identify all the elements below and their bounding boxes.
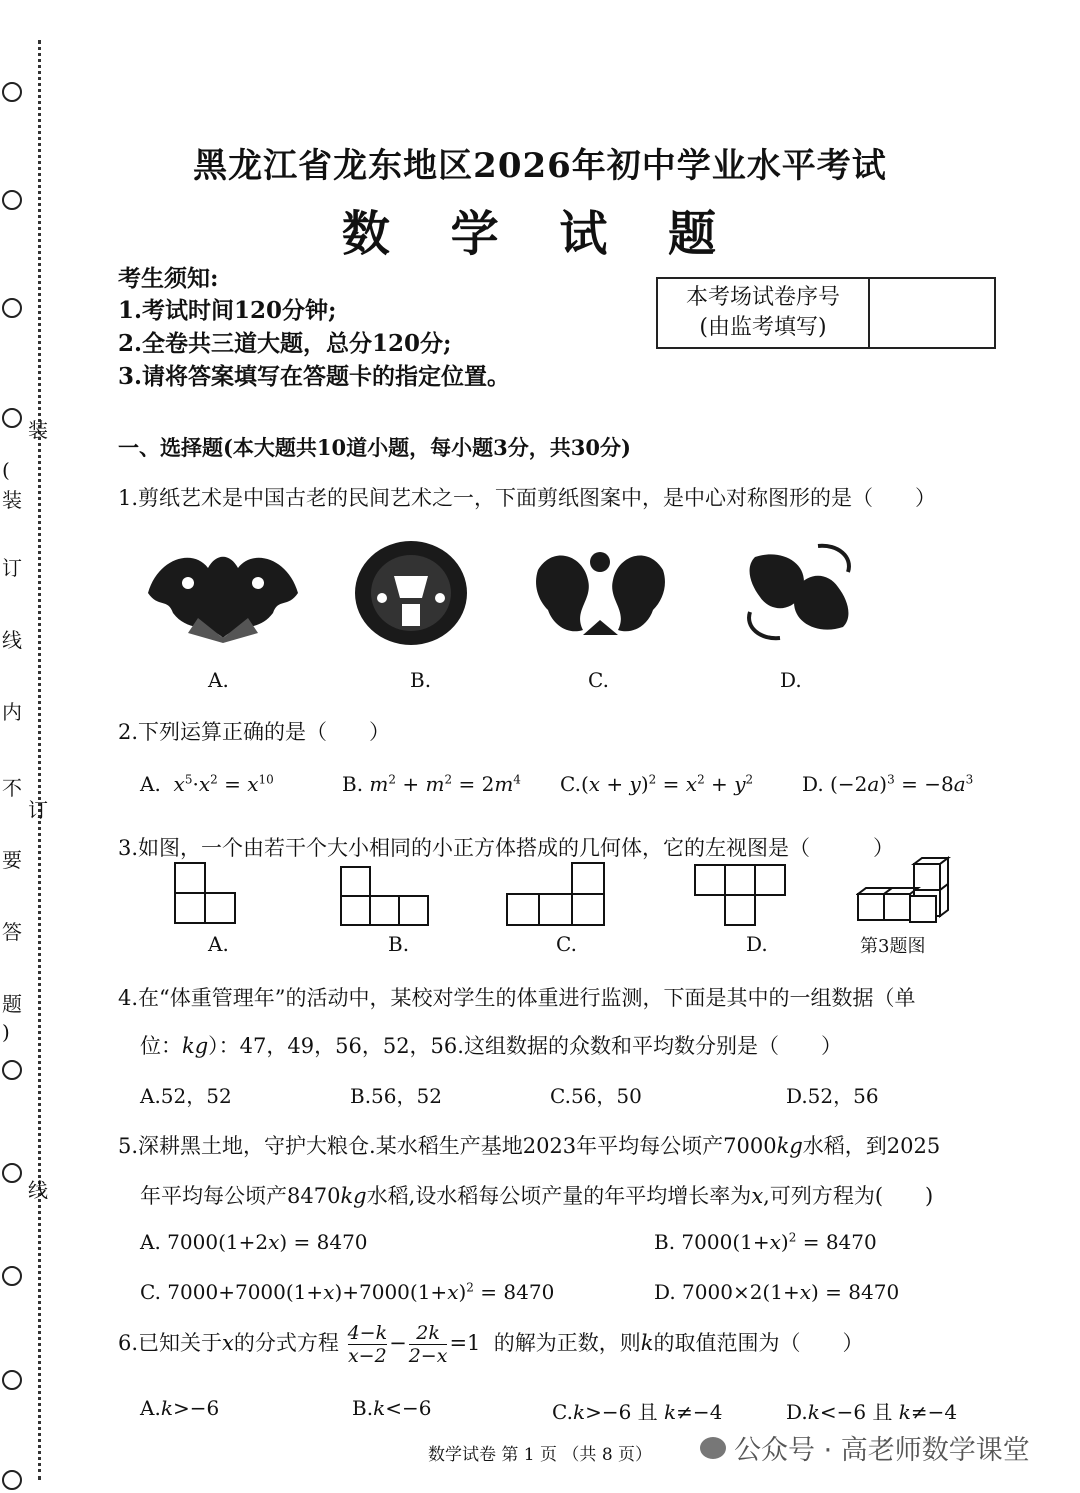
q5-option-b[interactable]: B. $7000(1+x)^2 = 8470$ (654, 1230, 877, 1254)
q3-view-c-figure (506, 862, 606, 926)
q2-option-b[interactable]: B. $m^2 + m^2 = 2m^4$ (342, 772, 521, 796)
margin-char: 订 (2, 556, 22, 580)
binding-hole (2, 1163, 22, 1183)
question-5-stem-line1: 5.深耕黑土地，守护大粮仓.某水稻生产基地2023年平均每公顷产7000kg水稻，到2025 (118, 1134, 941, 1158)
question-5-stem-line2: 年平均每公顷产8470kg水稻,设水稻每公顷产量的年平均增长率为x,可列方程为( ) (140, 1184, 934, 1208)
binding-hole (2, 1060, 22, 1080)
margin-char: ( (2, 458, 10, 482)
q3-view-a-figure (174, 862, 238, 924)
margin-char: 装 (2, 488, 22, 512)
q3-view-b-figure (340, 866, 432, 926)
page-footer: 数学试卷 第 1 页 （共 8 页） (428, 1445, 653, 1465)
margin-char: 装 (28, 418, 48, 442)
exam-subtitle: 数 学 试 题 (341, 206, 739, 262)
exam-title: 黑龙江省龙东地区2026年初中学业水平考试 (193, 146, 887, 186)
question-1-stem: 1.剪纸艺术是中国古老的民间艺术之一，下面剪纸图案中，是中心对称图形的是（ ） (118, 486, 937, 510)
q5-option-a[interactable]: A. 7000(1+2x) = 8470 (140, 1230, 368, 1254)
q4-option-c[interactable]: C.56，50 (550, 1084, 642, 1108)
q3-option-d-label[interactable]: D. (746, 932, 768, 956)
q4-option-d[interactable]: D.52，56 (786, 1084, 879, 1108)
question-4-stem-line2: 位：kg）：47，49，56，52，56.这组数据的众数和平均数分别是（ ） (140, 1034, 842, 1058)
notice-item: 3.请将答案填写在答题卡的指定位置。 (118, 363, 511, 390)
wechat-icon (700, 1437, 726, 1459)
q1-option-b-label[interactable]: B. (410, 668, 432, 692)
q4-option-a[interactable]: A.52，52 (140, 1084, 232, 1108)
binding-hole (2, 82, 22, 102)
papercut-b-image (352, 538, 470, 648)
binding-hole (2, 1266, 22, 1286)
question-6-stem: 6.已知关于x的分式方程 $\frac{4-k}{x-2}$ − $\frac{2k}{2-x}$ =1 的解为正数，则k的取值范围为（ ） (118, 1322, 864, 1367)
question-3-stem: 3.如图，一个由若干个大小相同的小正方体搭成的几何体，它的左视图是（ ） (118, 836, 895, 860)
q3-figure-caption: 第3题图 (860, 936, 926, 957)
section-heading: 一、选择题(本大题共10道小题，每小题3分，共30分) (118, 435, 631, 460)
binding-hole (2, 1470, 22, 1490)
question-2-stem: 2.下列运算正确的是（ ） (118, 720, 391, 744)
binding-hole (2, 1370, 22, 1390)
papercut-a-image (138, 538, 308, 643)
q5-option-d[interactable]: D. 7000×2(1+x) = 8470 (654, 1280, 900, 1304)
q3-option-a-label[interactable]: A. (208, 932, 229, 956)
question-4-stem-line1: 4.在“体重管理年”的活动中，某校对学生的体重进行监测，下面是其中的一组数据（单 (118, 986, 916, 1010)
margin-char: 要 (2, 848, 22, 872)
notice-heading: 考生须知: (118, 265, 219, 292)
q3-option-c-label[interactable]: C. (556, 932, 577, 956)
margin-char: 题 (2, 992, 22, 1016)
notice-item: 2.全卷共三道大题，总分120分; (118, 330, 452, 357)
serial-number-box (656, 277, 996, 349)
q2-option-c[interactable]: $C.(x + y)^2 = x^2 + y^2$ (560, 772, 754, 796)
fraction-2: $\frac{2k}{2-x}$ (408, 1322, 448, 1367)
q1-option-a-label[interactable]: A. (208, 668, 229, 692)
margin-char: 订 (28, 798, 48, 822)
q4-option-b[interactable]: B.56，52 (350, 1084, 442, 1108)
serial-blank-cell[interactable] (870, 279, 994, 347)
q6-option-a[interactable]: A.k>−6 (140, 1396, 220, 1420)
q6-option-b[interactable]: B.k<−6 (352, 1396, 432, 1420)
watermark: 公众号 · 高老师数学课堂 (700, 1428, 1030, 1467)
margin-char: 内 (2, 700, 22, 724)
binding-hole (2, 298, 22, 318)
notice-item: 1.考试时间120分钟; (118, 297, 337, 324)
margin-char: 答 (2, 920, 22, 944)
margin-char: 线 (28, 1178, 48, 1202)
q6-option-c[interactable]: C.k>−6 且 k≠−4 (552, 1400, 723, 1424)
q2-option-d[interactable]: D. $(-2a)^3 = -8a^3$ (802, 772, 974, 796)
serial-label: 本考场试卷序号 (由监考填写) (658, 279, 870, 347)
papercut-c-image (528, 540, 673, 645)
q2-option-a[interactable]: A. $x^5\cdot x^2 = x^{10}$ (140, 772, 274, 796)
binding-hole (2, 408, 22, 428)
papercut-d-image (740, 542, 858, 642)
q5-option-c[interactable]: C. $7000+7000(1+x)+7000(1+x)^2 = 8470$ (140, 1280, 555, 1304)
q1-option-d-label[interactable]: D. (780, 668, 802, 692)
fraction-1: $\frac{4-k}{x-2}$ (347, 1322, 388, 1367)
margin-char: 线 (2, 628, 22, 652)
margin-char: 不 (2, 776, 22, 800)
q3-option-b-label[interactable]: B. (388, 932, 410, 956)
q6-option-d[interactable]: D.k<−6 且 k≠−4 (786, 1400, 958, 1424)
q1-option-c-label[interactable]: C. (588, 668, 609, 692)
margin-char: ) (2, 1020, 10, 1044)
q3-view-d-figure (694, 864, 788, 926)
q3-solid-figure (856, 856, 952, 924)
